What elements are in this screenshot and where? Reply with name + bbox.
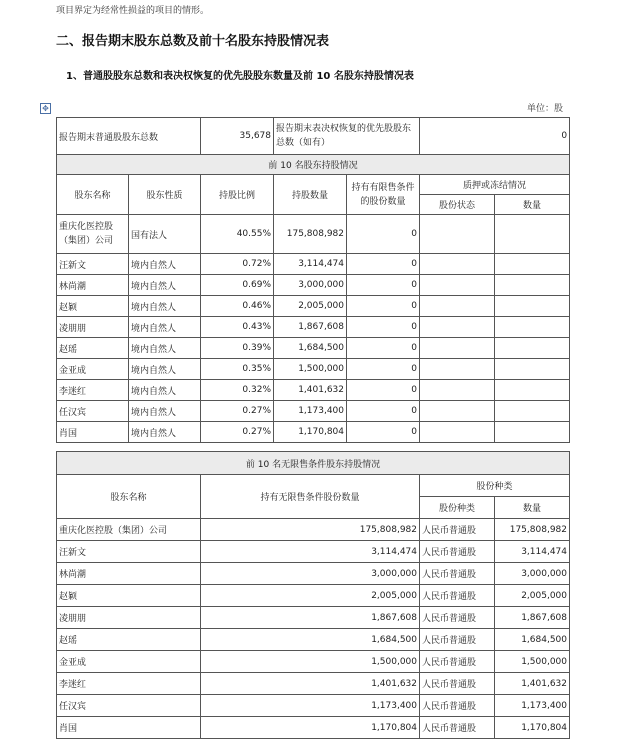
cell-name: 汪新文 — [57, 254, 129, 275]
cell-quantity: 175,808,982 — [274, 215, 347, 254]
cell-share-type: 人民币普通股 — [420, 695, 495, 717]
cell-pledge-qty — [495, 338, 570, 359]
cell-quantity: 2,005,000 — [201, 585, 420, 607]
cell-share-qty: 3,000,000 — [495, 563, 570, 585]
cell-name: 凌朋朋 — [57, 607, 201, 629]
cell-quantity: 2,005,000 — [274, 296, 347, 317]
cell-pledge-qty — [495, 254, 570, 275]
col-header-type-name: 股份种类 — [420, 497, 495, 519]
cell-name: 金亚成 — [57, 359, 129, 380]
cell-pledge-status — [420, 317, 495, 338]
col-header-share-type: 股份种类 — [420, 475, 570, 497]
table-row — [57, 519, 570, 541]
cell-share-qty: 3,114,474 — [495, 541, 570, 563]
col-header-name: 股东名称 — [57, 175, 129, 215]
cell-name: 汪新文 — [57, 541, 201, 563]
cell-share-type: 人民币普通股 — [420, 651, 495, 673]
cell-pledge-status — [420, 422, 495, 443]
cell-pledge-qty — [495, 275, 570, 296]
col-header-restricted: 持有有限售条件的股份数量 — [347, 175, 420, 215]
cell-share-type: 人民币普通股 — [420, 563, 495, 585]
table-row — [57, 275, 570, 296]
table-row — [57, 563, 570, 585]
preferred-holders-value: 0 — [420, 118, 570, 155]
col-header-name: 股东名称 — [57, 475, 201, 519]
preceding-paragraph-text: 项目界定为经常性损益的项目的情形。 — [56, 6, 210, 16]
cell-ratio: 0.39% — [201, 338, 274, 359]
section-title: 二、报告期末股东总数及前十名股东持股情况表 — [56, 34, 330, 49]
col-header-unrestricted-qty: 持有无限售条件股份数量 — [201, 475, 420, 519]
cell-share-qty: 1,170,804 — [495, 717, 570, 739]
cell-restricted: 0 — [347, 422, 420, 443]
cell-quantity: 1,401,632 — [201, 673, 420, 695]
cell-name: 赵颖 — [57, 585, 201, 607]
cell-name: 李迷红 — [57, 673, 201, 695]
cell-name: 林尚潮 — [57, 275, 129, 296]
table-row — [57, 380, 570, 401]
cell-ratio: 0.27% — [201, 401, 274, 422]
table-row — [57, 296, 570, 317]
table-row — [57, 629, 570, 651]
cell-quantity: 1,684,500 — [201, 629, 420, 651]
cell-nature: 境内自然人 — [129, 422, 201, 443]
col-header-ratio: 持股比例 — [201, 175, 274, 215]
table-row — [57, 541, 570, 563]
cell-pledge-qty — [495, 380, 570, 401]
cell-nature: 国有法人 — [129, 215, 201, 254]
cell-restricted: 0 — [347, 380, 420, 401]
cell-nature: 境内自然人 — [129, 359, 201, 380]
cell-quantity: 1,684,500 — [274, 338, 347, 359]
col-header-pledge: 质押或冻结情况 — [420, 175, 570, 195]
cell-quantity: 1,500,000 — [274, 359, 347, 380]
cell-pledge-qty — [495, 401, 570, 422]
cell-share-type: 人民币普通股 — [420, 673, 495, 695]
top10-shareholders-table — [56, 117, 570, 443]
cell-quantity: 3,000,000 — [201, 563, 420, 585]
cell-share-type: 人民币普通股 — [420, 541, 495, 563]
cell-quantity: 3,000,000 — [274, 275, 347, 296]
cell-name: 赵瑶 — [57, 338, 129, 359]
cell-share-qty: 1,684,500 — [495, 629, 570, 651]
unrestricted-shareholders-table — [56, 451, 570, 739]
table-row — [57, 422, 570, 443]
cell-share-type: 人民币普通股 — [420, 607, 495, 629]
cell-restricted: 0 — [347, 359, 420, 380]
cell-quantity: 1,170,804 — [201, 717, 420, 739]
cell-ratio: 0.35% — [201, 359, 274, 380]
cell-ratio: 0.72% — [201, 254, 274, 275]
table-row — [57, 695, 570, 717]
cell-share-qty: 1,401,632 — [495, 673, 570, 695]
cell-restricted: 0 — [347, 401, 420, 422]
table-move-handle-icon[interactable]: ✥ — [40, 103, 51, 114]
cell-quantity: 1,401,632 — [274, 380, 347, 401]
cell-pledge-status — [420, 359, 495, 380]
cell-share-type: 人民币普通股 — [420, 519, 495, 541]
cell-name: 肖国 — [57, 717, 201, 739]
cell-pledge-qty — [495, 317, 570, 338]
cell-ratio: 0.46% — [201, 296, 274, 317]
table-row — [57, 401, 570, 422]
cell-restricted: 0 — [347, 275, 420, 296]
cell-restricted: 0 — [347, 338, 420, 359]
table-row — [57, 254, 570, 275]
common-holders-label: 报告期末普通股股东总数 — [57, 118, 201, 155]
cell-name: 任汉宾 — [57, 695, 201, 717]
cell-pledge-qty — [495, 215, 570, 254]
col-header-type-qty: 数量 — [495, 497, 570, 519]
cell-share-type: 人民币普通股 — [420, 629, 495, 651]
cell-quantity: 175,808,982 — [201, 519, 420, 541]
cell-name: 肖国 — [57, 422, 129, 443]
cell-quantity: 3,114,474 — [274, 254, 347, 275]
cell-ratio: 0.69% — [201, 275, 274, 296]
cell-ratio: 0.32% — [201, 380, 274, 401]
cell-pledge-qty — [495, 296, 570, 317]
cell-nature: 境内自然人 — [129, 338, 201, 359]
cell-ratio: 0.43% — [201, 317, 274, 338]
cell-share-type: 人民币普通股 — [420, 717, 495, 739]
cell-pledge-qty — [495, 422, 570, 443]
cell-quantity: 1,867,608 — [201, 607, 420, 629]
table-row — [57, 338, 570, 359]
cell-name: 重庆化医控股（集团）公司 — [57, 519, 201, 541]
cell-ratio: 0.27% — [201, 422, 274, 443]
cell-pledge-status — [420, 401, 495, 422]
table-row — [57, 607, 570, 629]
col-header-nature: 股东性质 — [129, 175, 201, 215]
cell-share-qty: 2,005,000 — [495, 585, 570, 607]
cell-share-qty: 1,173,400 — [495, 695, 570, 717]
cell-ratio: 40.55% — [201, 215, 274, 254]
table-row — [57, 317, 570, 338]
cell-restricted: 0 — [347, 317, 420, 338]
table-row — [57, 651, 570, 673]
table-row — [57, 673, 570, 695]
cell-share-qty: 1,500,000 — [495, 651, 570, 673]
col-header-pledge-status: 股份状态 — [420, 195, 495, 215]
cell-restricted: 0 — [347, 215, 420, 254]
cell-pledge-status — [420, 254, 495, 275]
table-row — [57, 215, 570, 254]
cell-name: 林尚潮 — [57, 563, 201, 585]
cell-nature: 境内自然人 — [129, 296, 201, 317]
cell-nature: 境内自然人 — [129, 401, 201, 422]
cell-quantity: 1,173,400 — [201, 695, 420, 717]
top10-title: 前 10 名股东持股情况 — [57, 155, 570, 175]
cell-quantity: 1,500,000 — [201, 651, 420, 673]
cell-nature: 境内自然人 — [129, 380, 201, 401]
common-holders-value: 35,678 — [201, 118, 274, 155]
cell-pledge-status — [420, 215, 495, 254]
cell-name: 金亚成 — [57, 651, 201, 673]
cell-share-qty: 1,867,608 — [495, 607, 570, 629]
cell-pledge-qty — [495, 359, 570, 380]
cell-share-qty: 175,808,982 — [495, 519, 570, 541]
cell-nature: 境内自然人 — [129, 254, 201, 275]
table-row — [57, 359, 570, 380]
cell-restricted: 0 — [347, 254, 420, 275]
cell-nature: 境内自然人 — [129, 275, 201, 296]
cell-pledge-status — [420, 296, 495, 317]
cell-name: 任汉宾 — [57, 401, 129, 422]
cell-restricted: 0 — [347, 296, 420, 317]
cell-quantity: 1,170,804 — [274, 422, 347, 443]
unrestricted-title: 前 10 名无限售条件股东持股情况 — [57, 452, 570, 475]
unit-label: 单位：股 — [527, 104, 564, 114]
cell-name: 重庆化医控股（集团）公司 — [57, 215, 129, 254]
table-row — [57, 585, 570, 607]
cell-name: 赵瑶 — [57, 629, 201, 651]
cell-quantity: 1,867,608 — [274, 317, 347, 338]
subsection-title: 1、普通股股东总数和表决权恢复的优先股股东数量及前 10 名股东持股情况表 — [66, 71, 414, 82]
cell-share-type: 人民币普通股 — [420, 585, 495, 607]
cell-pledge-status — [420, 275, 495, 296]
table-row — [57, 717, 570, 739]
cell-pledge-status — [420, 380, 495, 401]
cell-nature: 境内自然人 — [129, 317, 201, 338]
col-header-pledge-qty: 数量 — [495, 195, 570, 215]
preferred-holders-label: 报告期末表决权恢复的优先股股东总数（如有） — [274, 118, 420, 155]
cell-name: 赵颖 — [57, 296, 129, 317]
cell-quantity: 1,173,400 — [274, 401, 347, 422]
cell-name: 李迷红 — [57, 380, 129, 401]
cell-pledge-status — [420, 338, 495, 359]
cell-quantity: 3,114,474 — [201, 541, 420, 563]
col-header-quantity: 持股数量 — [274, 175, 347, 215]
cell-name: 凌朋朋 — [57, 317, 129, 338]
